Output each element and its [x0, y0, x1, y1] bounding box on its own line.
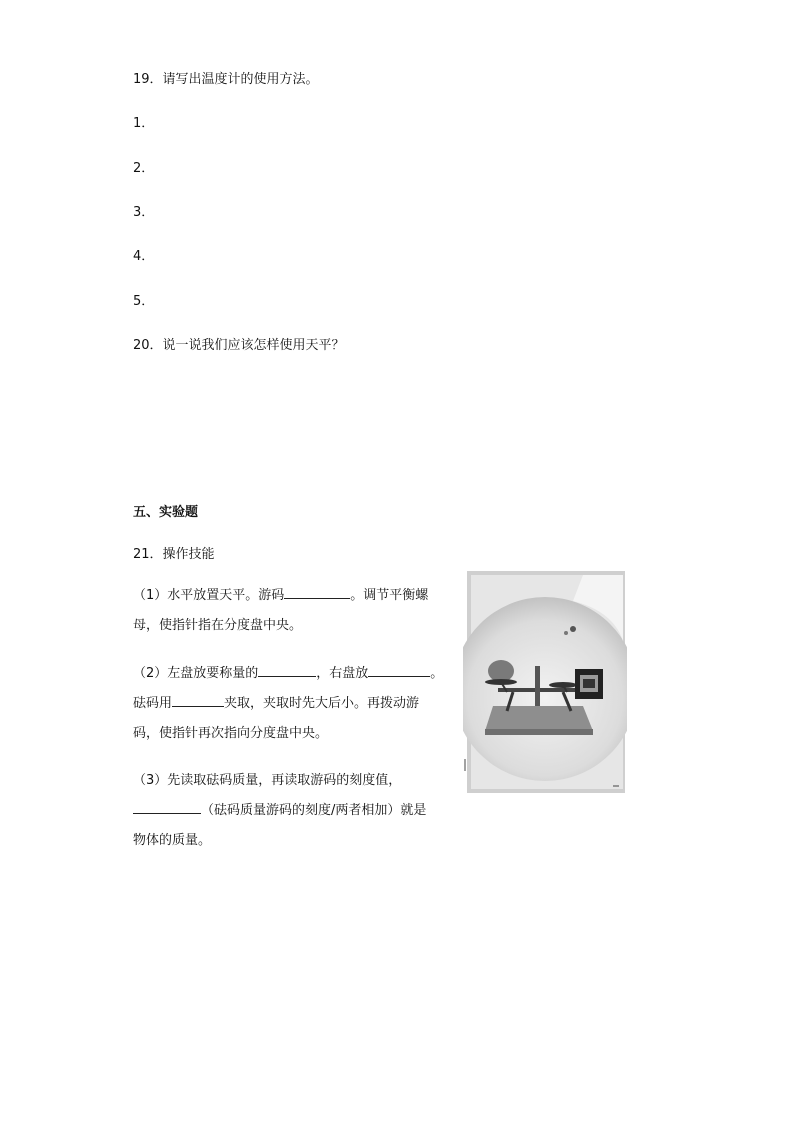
- q21-p2-text-f: 码，使指针再次指向分度盘中央。: [133, 726, 329, 741]
- q21-part-3: [133, 766, 453, 856]
- answer-blank-4[interactable]: [172, 694, 224, 707]
- q21-p2-text-c: 。: [430, 666, 444, 681]
- q21-p1-text-c: 母，使指针指在分度盘中央。: [133, 618, 303, 633]
- balance-scale-photo: [463, 571, 627, 793]
- q21-p2-text-d: 砝码用: [133, 696, 173, 711]
- section-title: 五、实验题: [133, 505, 199, 520]
- q21-p3-text-b: （砝码质量游码的刻度/两者相加）就是: [201, 803, 427, 818]
- q19-item-2: 2．: [133, 161, 155, 176]
- answer-blank-1[interactable]: [284, 586, 350, 599]
- q19-item-1: 1．: [133, 116, 155, 131]
- answer-blank-5[interactable]: [133, 801, 201, 814]
- q21-p2-text-b: ，右盘放: [316, 666, 369, 681]
- q21-p2-text-a: （2）左盘放要称量的: [133, 666, 259, 681]
- q21-part-1: [133, 581, 453, 641]
- q21-p3-text-c: 物体的质量。: [133, 833, 212, 848]
- q19-item-5: 5．: [133, 294, 155, 309]
- q21-title: 21．操作技能: [133, 547, 215, 562]
- q21-p2-text-e: 夹取，夹取时先大后小。再拨动游: [224, 696, 420, 711]
- q19-title: 19．请写出温度计的使用方法。: [133, 72, 319, 87]
- q21-p3-text-a: （3）先读取砝码质量，再读取游码的刻度值，: [133, 773, 402, 788]
- q19-item-3: 3．: [133, 205, 155, 220]
- q21-part-2: [133, 659, 453, 749]
- q19-item-4: 4．: [133, 249, 155, 264]
- answer-blank-3[interactable]: [368, 664, 430, 677]
- answer-blank-2[interactable]: [258, 664, 316, 677]
- q21-p1-text-b: 。调节平衡螺: [350, 588, 429, 603]
- q20-title: 20．说一说我们应该怎样使用天平？: [133, 338, 345, 353]
- q21-p1-text-a: （1）水平放置天平。游码: [133, 588, 285, 603]
